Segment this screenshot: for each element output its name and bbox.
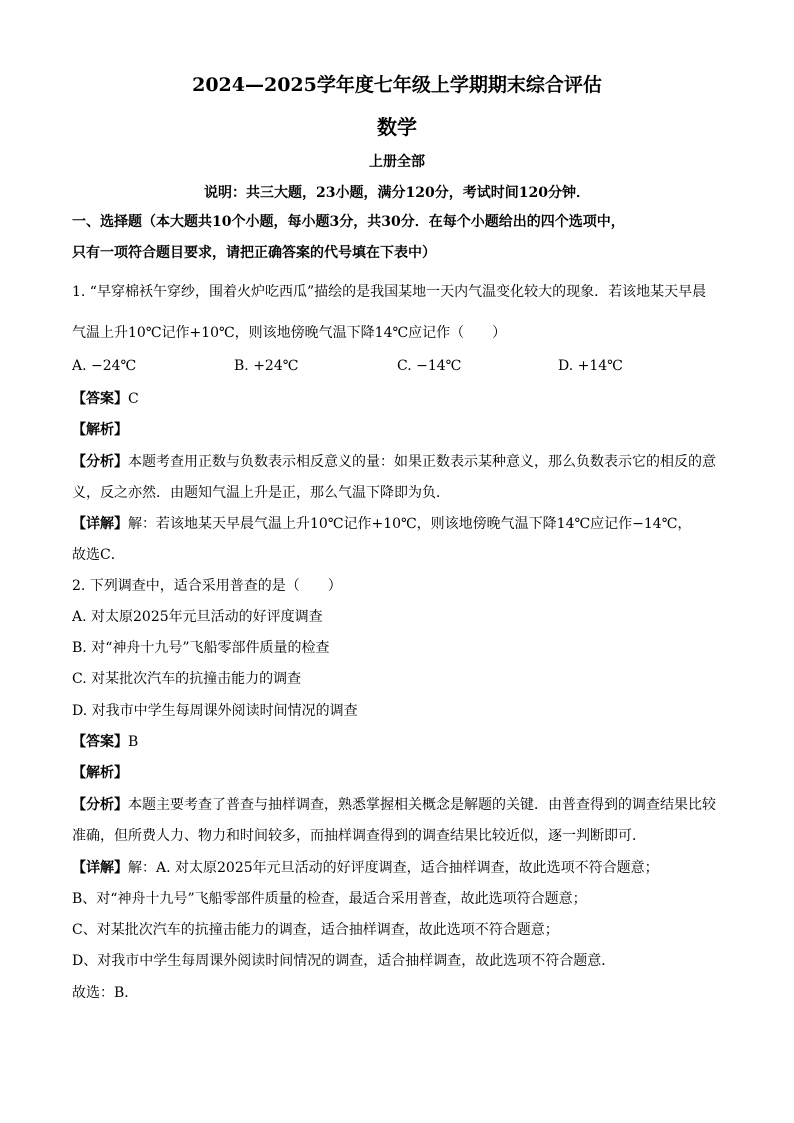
q1-option-b: B. +24℃	[234, 358, 299, 374]
q1-solution-label: 【解析】	[72, 422, 128, 438]
q2-analysis-line1	[72, 796, 732, 814]
section-heading-line1: 一、选择题（本大题共10个小题，每小题3分，共30分．在每个小题给出的四个选项中，	[72, 214, 625, 230]
detail-text: 解：A. 对太原2025年元旦活动的好评度调查，适合抽样调查，故此选项不符合题意；	[128, 860, 659, 876]
detail-tag: 【详解】	[72, 860, 128, 876]
exam-title: 2024—2025学年度七年级上学期期末综合评估	[192, 74, 602, 96]
exam-instructions: 说明：共三大题，23小题，满分120分，考试时间120分钟．	[204, 185, 590, 201]
analysis-text: 本题考查用正数与负数表示相反意义的量：如果正数表示某种意义，那么负数表示它的相反的意	[128, 454, 716, 470]
q1-answer	[72, 390, 732, 408]
q2-answer	[72, 733, 732, 751]
detail-text: 解：若该地某天早晨气温上升10℃记作+10℃，则该地傍晚气温下降14℃应记作−14℃，	[128, 516, 692, 532]
q2-detail-line3: C、对某批次汽车的抗撞击能力的调查，适合抽样调查，故此选项不符合题意；	[72, 922, 559, 938]
section-heading-line2: 只有一项符合题目要求，请把正确答案的代号填在下表中）	[72, 245, 436, 261]
scope-label: 上册全部	[369, 154, 425, 170]
q2-option-d: D. 对我市中学生每周课外阅读时间情况的调查	[72, 703, 358, 719]
q2-detail-line1	[72, 859, 732, 877]
answer-label: 【答案】	[72, 734, 128, 750]
q2-detail-line4: D、对我市中学生每周课外阅读时间情况的调查，适合抽样调查，故此选项不符合题意．	[72, 953, 616, 969]
subject-title: 数学	[377, 115, 417, 139]
answer-value: B	[128, 734, 139, 750]
analysis-tag: 【分析】	[72, 797, 128, 813]
q2-analysis-line2: 准确，但所费人力、物力和时间较多，而抽样调查得到的调查结果比较近似，逐一判断即可．	[72, 828, 646, 844]
analysis-text: 本题主要考查了普查与抽样调查，熟悉掌握相关概念是解题的关键．由普查得到的调查结果比较	[128, 797, 716, 813]
q2-option-a: A. 对太原2025年元旦活动的好评度调查	[72, 609, 323, 625]
analysis-tag: 【分析】	[72, 454, 128, 470]
q1-detail-line2: 故选C．	[72, 547, 125, 563]
q2-option-b: B. 对“神舟十九号”飞船零部件质量的检查	[72, 640, 330, 656]
q1-stem-line2: 气温上升10℃记作+10℃，则该地傍晚气温下降14℃应记作（ ）	[72, 325, 507, 341]
answer-value: C	[128, 391, 139, 407]
q1-option-a: A. −24℃	[72, 358, 137, 374]
detail-tag: 【详解】	[72, 516, 128, 532]
answer-label: 【答案】	[72, 391, 128, 407]
q2-solution-label: 【解析】	[72, 765, 128, 781]
q1-detail-line1	[72, 515, 732, 533]
q2-option-c: C. 对某批次汽车的抗撞击能力的调查	[72, 671, 302, 687]
q2-detail-line5: 故选：B．	[72, 985, 139, 1001]
q1-option-d: D. +14℃	[558, 358, 623, 374]
q2-stem: 2. 下列调查中，适合采用普查的是（ ）	[72, 578, 342, 594]
q1-analysis-line2: 义，反之亦然．由题知气温上升是正，那么气温下降即为负．	[72, 485, 450, 501]
q2-detail-line2: B、对“神舟十九号”飞船零部件质量的检查，最适合采用普查，故此选项符合题意；	[72, 891, 587, 907]
q1-stem-line1: 1. “早穿棉袄午穿纱，围着火炉吃西瓜”描绘的是我国某地一天内气温变化较大的现象．若该地某天早晨	[72, 284, 707, 300]
q1-option-c: C. −14℃	[397, 358, 462, 374]
q1-analysis-line1	[72, 453, 732, 471]
